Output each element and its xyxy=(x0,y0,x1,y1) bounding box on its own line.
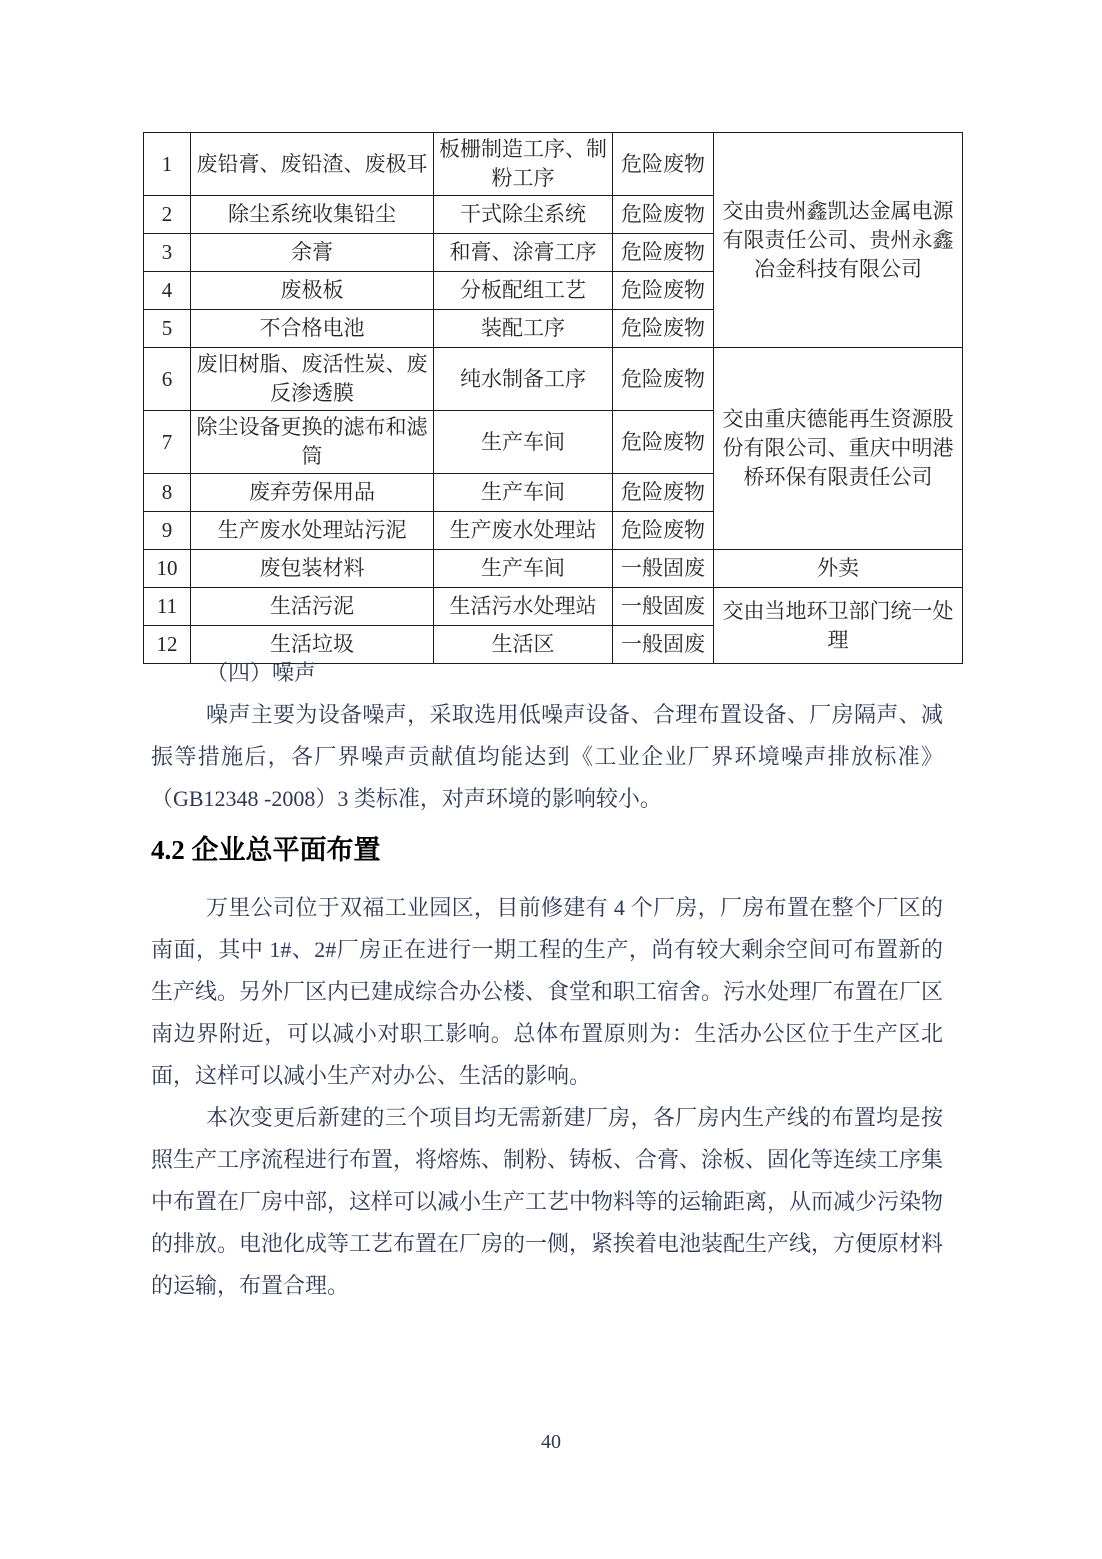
cell-row-number: 9 xyxy=(144,512,191,550)
cell-source: 板栅制造工序、制粉工序 xyxy=(434,133,613,196)
cell-row-number: 6 xyxy=(144,348,191,411)
cell-disposal: 交由贵州鑫凯达金属电源有限责任公司、贵州永鑫冶金科技有限公司 xyxy=(714,133,963,348)
cell-waste-name: 废极板 xyxy=(191,272,434,310)
waste-disposal-table xyxy=(143,132,963,664)
cell-waste-name: 废弃劳保用品 xyxy=(191,474,434,512)
table-row xyxy=(144,588,963,626)
cell-waste-name: 除尘系统收集铅尘 xyxy=(191,196,434,234)
cell-waste-name: 生活垃圾 xyxy=(191,626,434,664)
cell-waste-name: 生产废水处理站污泥 xyxy=(191,512,434,550)
cell-source: 生活区 xyxy=(434,626,613,664)
cell-row-number: 11 xyxy=(144,588,191,626)
cell-waste-name: 余膏 xyxy=(191,234,434,272)
cell-source: 生产废水处理站 xyxy=(434,512,613,550)
cell-row-number: 4 xyxy=(144,272,191,310)
noise-paragraph: 噪声主要为设备噪声，采取选用低噪声设备、合理布置设备、厂房隔声、减振等措施后，各厂界噪声贡献值均能达到《工业企业厂界环境噪声排放标准》（GB12348 -2008）3 类标准，对声环境的影响较小。 xyxy=(151,702,943,811)
cell-category: 危险废物 xyxy=(613,512,714,550)
table-row xyxy=(144,348,963,411)
cell-row-number: 8 xyxy=(144,474,191,512)
cell-waste-name: 废旧树脂、废活性炭、废反渗透膜 xyxy=(191,348,434,411)
cell-category: 危险废物 xyxy=(613,411,714,474)
cell-row-number: 12 xyxy=(144,626,191,664)
cell-row-number: 1 xyxy=(144,133,191,196)
cell-row-number: 7 xyxy=(144,411,191,474)
cell-disposal: 交由当地环卫部门统一处理 xyxy=(714,588,963,664)
noise-subheading: （四）噪声 xyxy=(206,660,317,685)
text-content xyxy=(151,650,943,1307)
cell-waste-name: 废铅膏、废铅渣、废极耳 xyxy=(191,133,434,196)
cell-source: 装配工序 xyxy=(434,310,613,348)
cell-category: 危险废物 xyxy=(613,272,714,310)
cell-disposal: 交由重庆德能再生资源股份有限公司、重庆中明港桥环保有限责任公司 xyxy=(714,348,963,550)
cell-row-number: 2 xyxy=(144,196,191,234)
cell-source: 纯水制备工序 xyxy=(434,348,613,411)
table-row xyxy=(144,550,963,588)
cell-source: 干式除尘系统 xyxy=(434,196,613,234)
cell-source: 生产车间 xyxy=(434,550,613,588)
cell-category: 危险废物 xyxy=(613,196,714,234)
cell-waste-name: 不合格电池 xyxy=(191,310,434,348)
cell-category: 危险废物 xyxy=(613,234,714,272)
layout-paragraph-2: 本次变更后新建的三个项目均无需新建厂房，各厂房内生产线的布置均是按照生产工序流程进行布置，将熔炼、制粉、铸板、合膏、涂板、固化等连续工序集中布置在厂房中部，这样可以减小生产工艺中物料等的运输距离，从而减少污染物的排放。电池化成等工艺布置在厂房的一侧，紧挨着电池装配生产线，方便原材料的运输，布置合理。 xyxy=(151,1105,944,1298)
cell-category: 危险废物 xyxy=(613,474,714,512)
cell-waste-name: 废包装材料 xyxy=(191,550,434,588)
cell-row-number: 10 xyxy=(144,550,191,588)
cell-category: 危险废物 xyxy=(613,133,714,196)
cell-source: 分板配组工艺 xyxy=(434,272,613,310)
table-row xyxy=(144,133,963,196)
cell-row-number: 5 xyxy=(144,310,191,348)
cell-category: 一般固废 xyxy=(613,588,714,626)
cell-waste-name: 除尘设备更换的滤布和滤筒 xyxy=(191,411,434,474)
cell-category: 一般固废 xyxy=(613,626,714,664)
section-heading-4-2: 4.2 企业总平面布置 xyxy=(151,835,381,865)
page-number: 40 xyxy=(541,1431,561,1453)
cell-source: 生活污水处理站 xyxy=(434,588,613,626)
cell-category: 一般固废 xyxy=(613,550,714,588)
cell-category: 危险废物 xyxy=(613,348,714,411)
cell-waste-name: 生活污泥 xyxy=(191,588,434,626)
cell-source: 和膏、涂膏工序 xyxy=(434,234,613,272)
cell-row-number: 3 xyxy=(144,234,191,272)
cell-source: 生产车间 xyxy=(434,411,613,474)
cell-disposal: 外卖 xyxy=(714,550,963,588)
layout-paragraph-1: 万里公司位于双福工业园区，目前修建有 4 个厂房，厂房布置在整个厂区的南面，其中 1#、2#厂房正在进行一期工程的生产，尚有较大剩余空间可布置新的生产线。另外厂区内已建成综合办公楼、食堂和职工宿舍。污水处理厂布置在厂区南边界附近，可以减小对职工影响。总体布置原则为：生活办公区位于生产区北面，这样可以减小生产对办公、生活的影响。 xyxy=(151,895,944,1088)
cell-category: 危险废物 xyxy=(613,310,714,348)
cell-source: 生产车间 xyxy=(434,474,613,512)
